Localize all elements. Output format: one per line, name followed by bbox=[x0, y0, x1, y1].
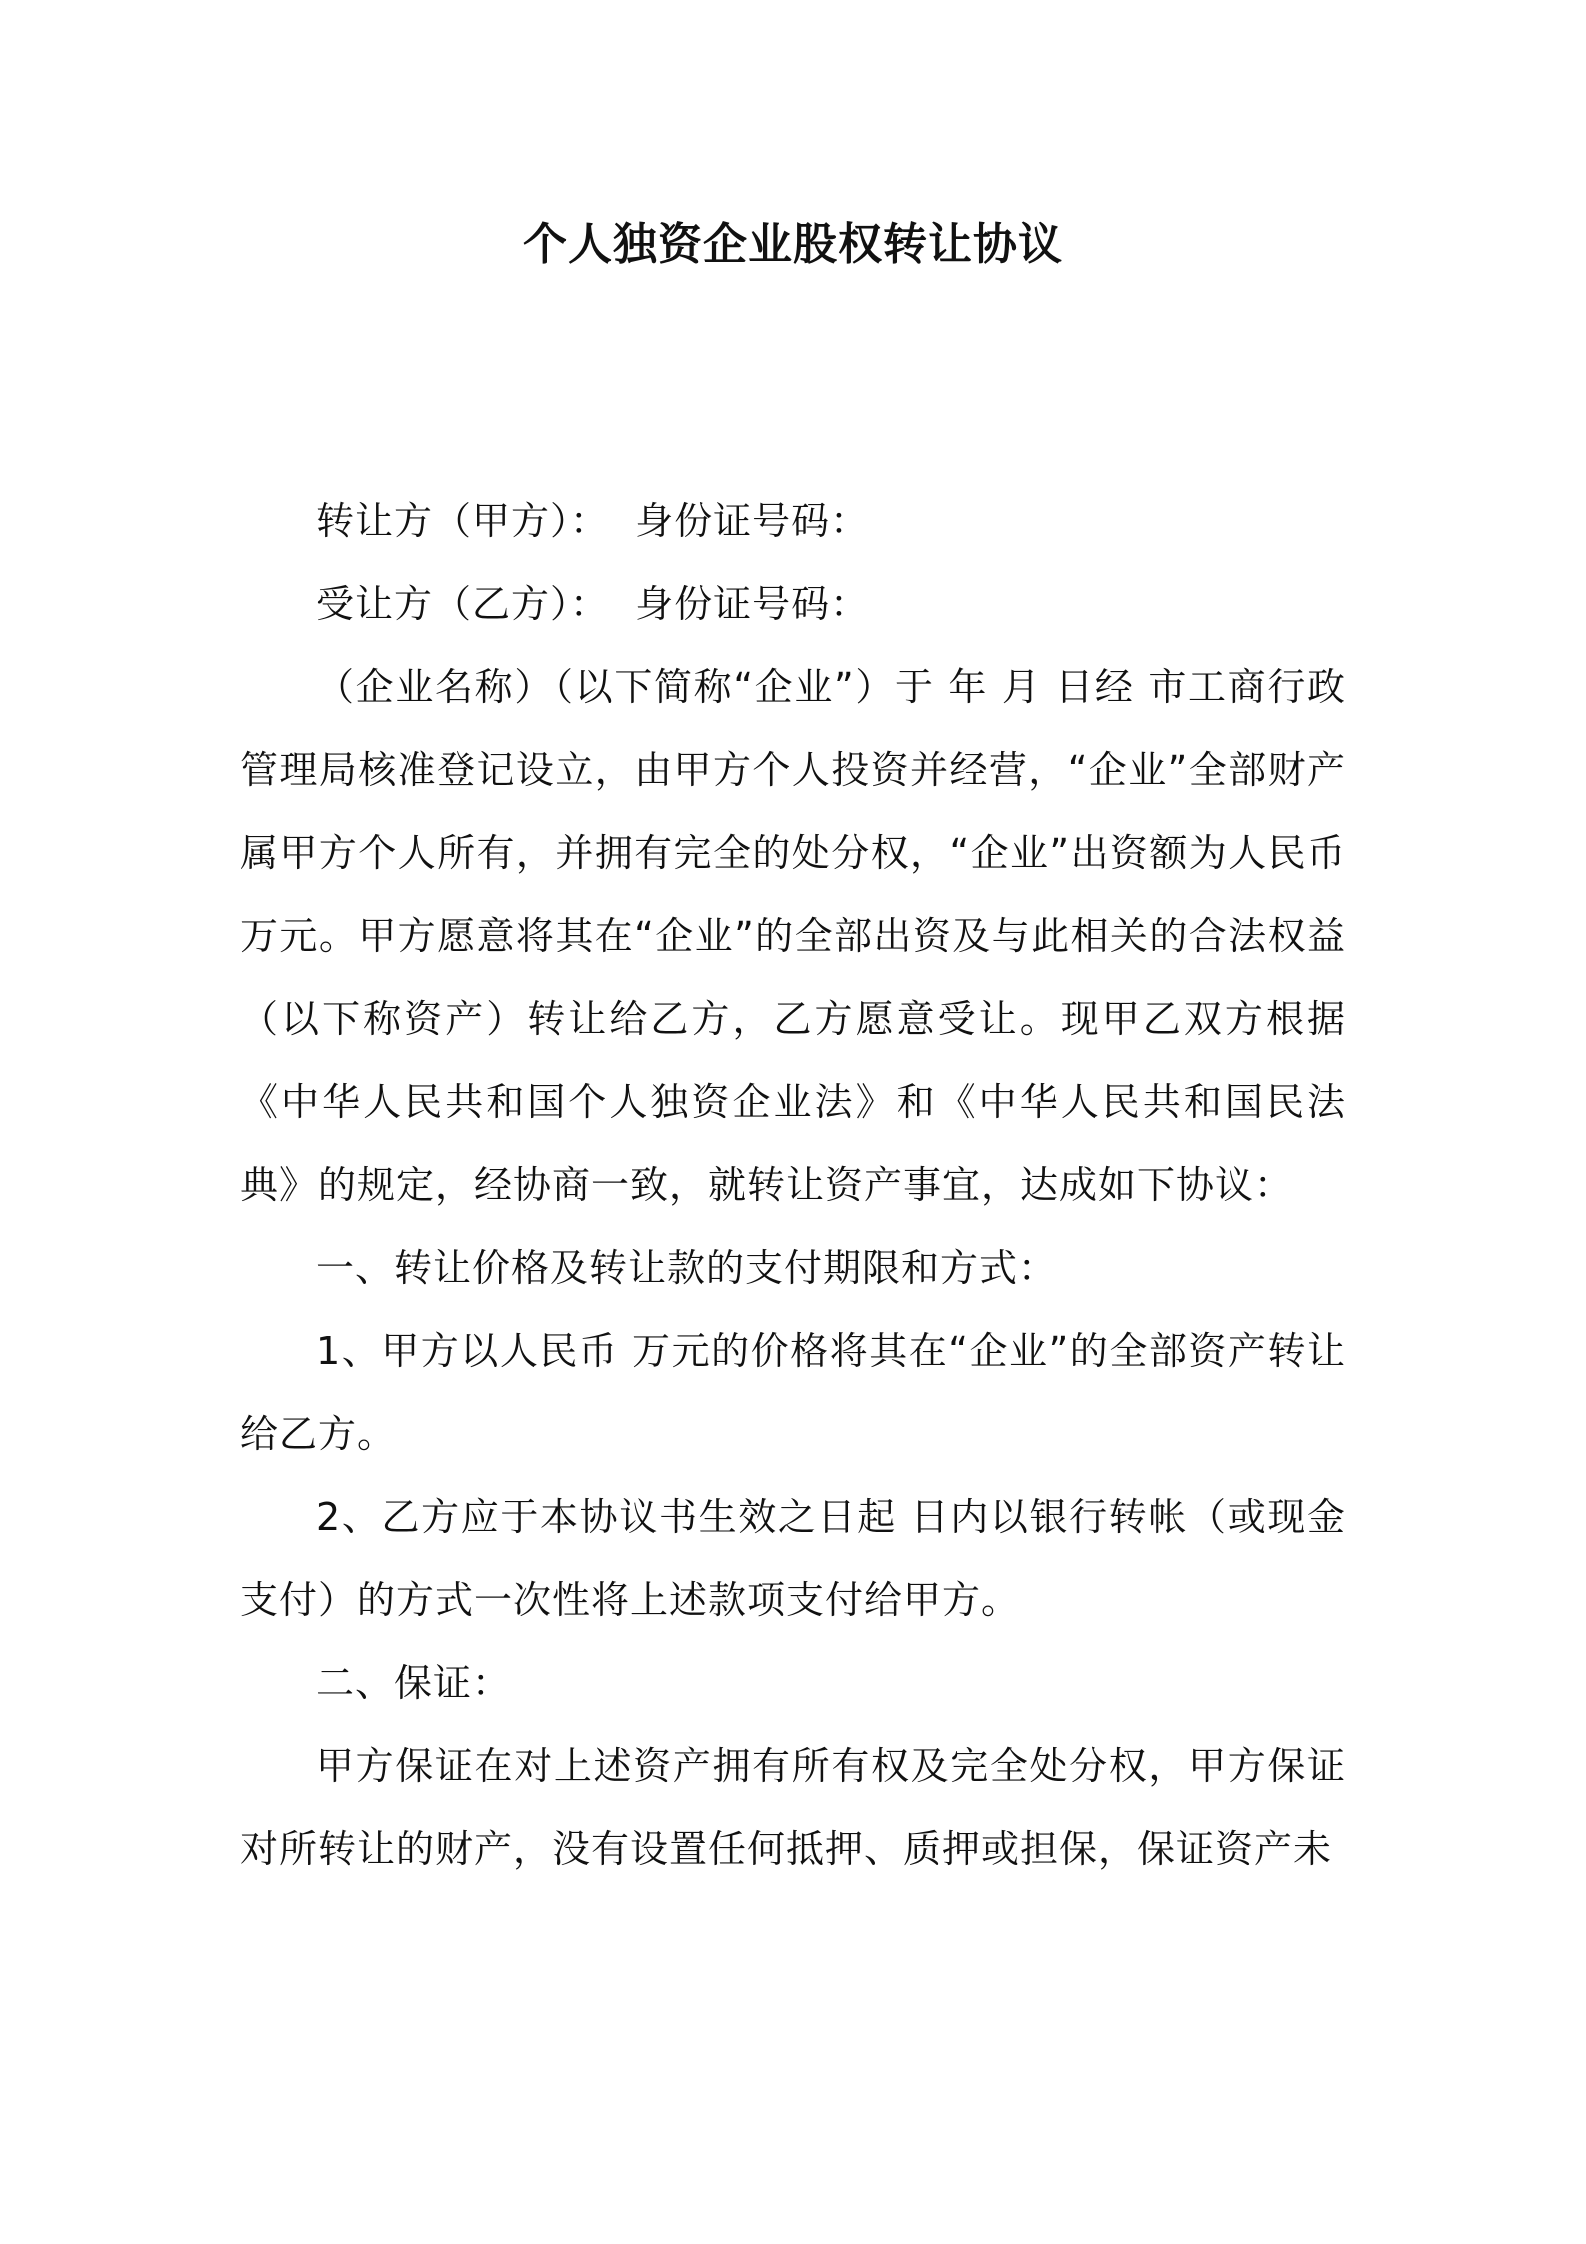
preamble-paragraph: （企业名称）（以下简称“企业”）于 年 月 日经 市工商行政管理局核准登记设立，由甲方个人投资并经营，“企业”全部财产属甲方个人所有，并拥有完全的处分权，“企业”出资额为人民币 万元。甲方愿意将其在“企业”的全部出资及与此相关的合法权益（以下称资产）转让给乙方，乙方愿意受让。现甲乙双方根据《中华人民共和国个人独资企业法》和《中华人民共和国民法典》的规定，经协商一致，就转让资产事宜，达成如下协议： bbox=[240, 665, 1360, 1207]
clause-1: 1、甲方以人民币 万元的价格将其在“企业”的全部资产转让给乙方。 bbox=[240, 1329, 1346, 1456]
guarantee-paragraph: 甲方保证在对上述资产拥有所有权及完全处分权，甲方保证对所转让的财产，没有设置任何抵押、质押或担保，保证资产未 bbox=[240, 1744, 1346, 1871]
section-heading-price: 一、转让价格及转让款的支付期限和方式： bbox=[316, 1246, 1058, 1290]
transferee-line: 受让方（乙方）： 身份证号码： bbox=[316, 582, 870, 626]
document-title: 个人独资企业股权转让协议 bbox=[523, 219, 1063, 270]
transferor-line: 转让方（甲方）： 身份证号码： bbox=[316, 499, 870, 543]
document-body bbox=[240, 480, 1360, 1891]
section-heading-guarantee: 二、保证： bbox=[316, 1661, 512, 1705]
clause-2: 2、乙方应于本协议书生效之日起 日内以银行转帐（或现金支付）的方式一次性将上述款项支付给甲方。 bbox=[240, 1495, 1346, 1622]
